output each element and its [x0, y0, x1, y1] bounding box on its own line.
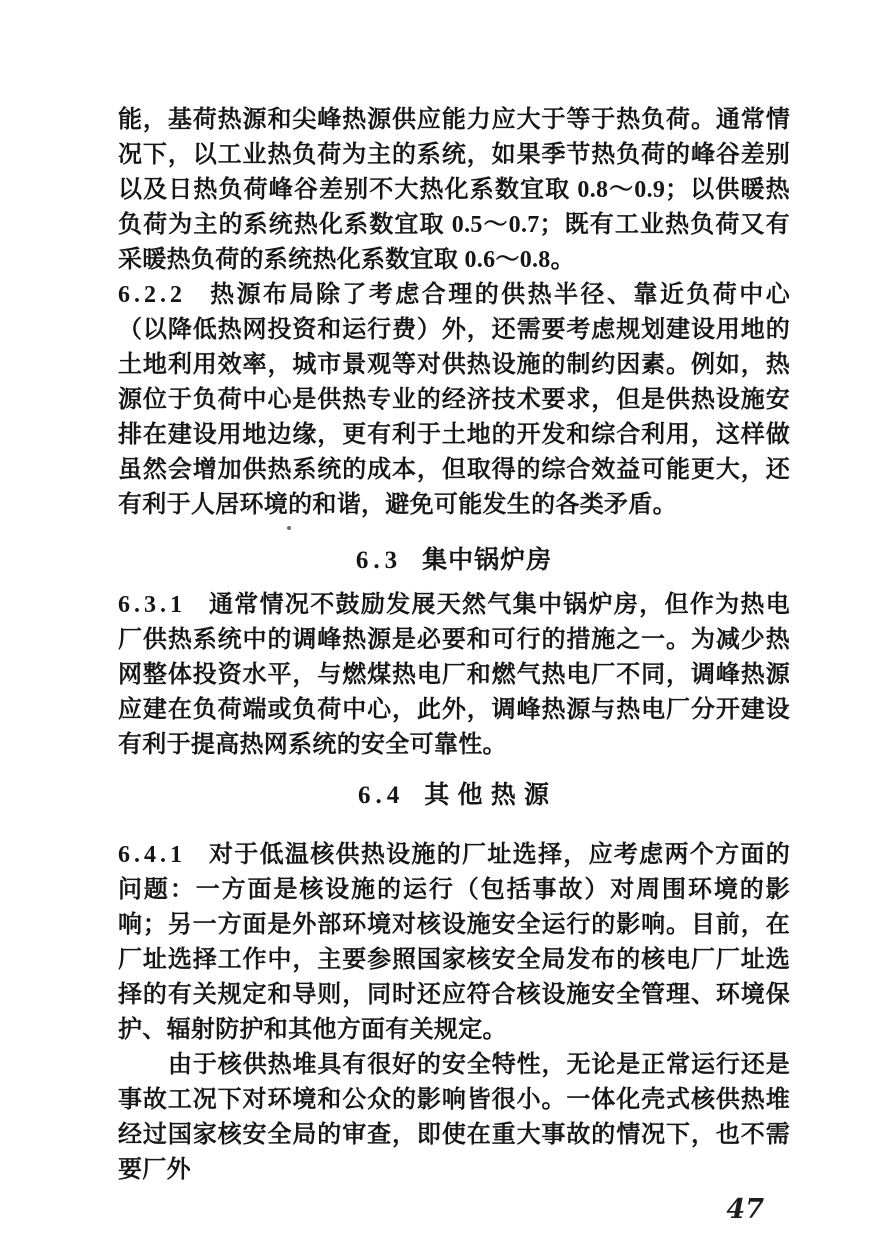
paragraph-text: 热源布局除了考虑合理的供热半径、靠近负荷中心（以降低热网投资和运行费）外，还需要考虑规划建设用地的土地利用效率，城市景观等对供热设施的制约因素。例如，热源位于负荷中心是供热专业的经济技术要求，但是供热设施安排在建设用地边缘，更有利于土地的开发和综合利用，这样做虽然会增加供热系统的成本，但取得的综合效益可能更大，还有利于人居环境的和谐，避免可能发生的各类矛盾。 — [118, 282, 790, 518]
section-number-6-4-1: 6.4.1 — [118, 842, 186, 868]
heading-6-3 — [118, 543, 790, 578]
paragraph-continuation — [118, 103, 790, 278]
heading-number-6-4: 6.4 — [357, 782, 405, 809]
paragraph-text: 通常情况不鼓励发展天然气集中锅炉房，但作为热电厂供热系统中的调峰热源是必要和可行的措施之一。为减少热网整体投资水平，与燃煤热电厂和燃气热电厂不同，调峰热源应建在负荷端或负荷中心，此外，调峰热源与热电厂分开建设有利于提高热网系统的安全可靠性。 — [118, 592, 790, 758]
heading-6-4 — [118, 778, 790, 813]
paragraph-nuclear-safety — [118, 1048, 790, 1188]
section-number-6-2-2: 6.2.2 — [118, 282, 186, 308]
heading-title-6-3: 集中锅炉房 — [422, 547, 553, 574]
paragraph-text: 能，基荷热源和尖峰热源供应能力应大于等于热负荷。通常情况下，以工业热负荷为主的系统，如果季节热负荷的峰谷差别以及日热负荷峰谷差别不大热化系数宜取 0.8～0.9；以供暖热负荷为主的系统热化系数宜取 0.5～0.7；既有工业热负荷又有采暖热负荷的系统热化系数宜取 0.6～0.8。 — [118, 107, 790, 273]
scan-speck — [287, 526, 291, 530]
heading-number-6-3: 6.3 — [355, 547, 403, 574]
paragraph-6-3-1 — [118, 588, 790, 763]
paragraph-6-4-1 — [118, 838, 790, 1048]
heading-title-6-4: 其 他 热 源 — [424, 782, 550, 809]
paragraph-6-2-2 — [118, 278, 790, 523]
page-number: 47 — [726, 1194, 764, 1225]
text-column — [118, 103, 790, 1226]
section-number-6-3-1: 6.3.1 — [118, 592, 186, 618]
paragraph-text: 由于核供热堆具有很好的安全特性，无论是正常运行还是事故工况下对环境和公众的影响皆很小。一体化壳式核供热堆经过国家核安全局的审查，即使在重大事故的情况下，也不需要厂外 — [118, 1052, 790, 1183]
paragraph-text: 对于低温核供热设施的厂址选择，应考虑两个方面的问题：一方面是核设施的运行（包括事故）对周围环境的影响；另一方面是外部环境对核设施安全运行的影响。目前，在厂址选择工作中，主要参照国家核安全局发布的核电厂厂址选择的有关规定和导则，同时还应符合核设施安全管理、环境保护、辐射防护和其他方面有关规定。 — [118, 842, 790, 1043]
